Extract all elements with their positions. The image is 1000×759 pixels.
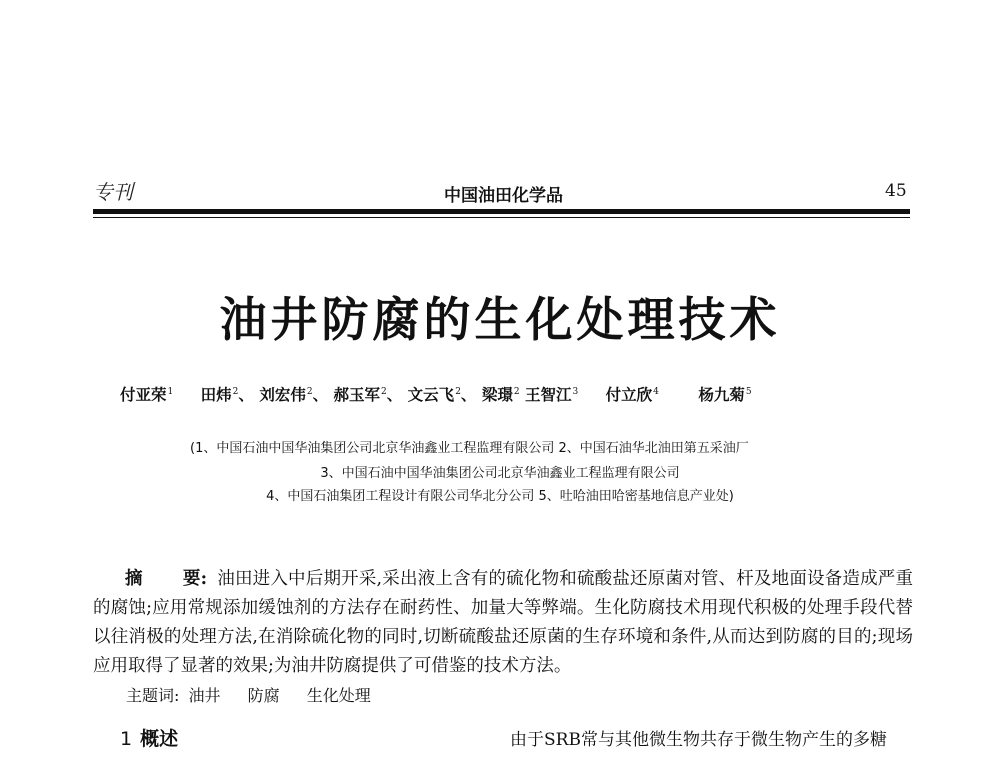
abstract: [93, 565, 913, 681]
author-sup: 2: [306, 386, 313, 397]
page-number: 45: [885, 181, 907, 201]
abstract-text: 油田进入中后期开采,采出液上含有的硫化物和硫酸盐还原菌对管、杆及地面设备造成严重的腐蚀;应用常规添加缓蚀剂的方法存在耐药性、加量大等弊端。生化防腐技术用现代积极的处理手段代替以往消极的处理方法,在消除硫化物的同时,切断硫酸盐还原菌的生存环境和条件,从而达到防腐的目的;现场应用取得了显著的效果;为油井防腐提供了可借鉴的技术方法。: [93, 569, 914, 676]
article-title: 油井防腐的生化处理技术: [219, 293, 781, 348]
author-name: 杨九菊: [698, 385, 745, 404]
keyword: 防腐: [247, 686, 280, 705]
author-name: 刘宏伟: [259, 385, 306, 404]
header-rule-thin: [93, 217, 910, 218]
section-number: 1: [120, 728, 133, 750]
author-separator: 、: [312, 385, 329, 404]
author-name: 文云飞: [407, 385, 455, 404]
right-column-text: 由于SRB常与其他微生物共存于微生物产生的多糖: [510, 730, 887, 750]
keywords: [126, 683, 371, 706]
keyword: 生化处理: [306, 686, 371, 705]
author-name: 田炜: [200, 385, 232, 404]
abstract-label-b: 要:: [182, 569, 208, 589]
section-title: 概述: [140, 728, 179, 750]
author-separator: 、: [238, 385, 254, 404]
author-sup: 2: [513, 386, 520, 397]
section-heading: [120, 724, 178, 751]
affiliation-line-3: 4、中国石油集团工程设计有限公司华北分公司 5、吐哈油田哈密基地信息产业处): [266, 489, 734, 504]
author-list: [120, 383, 910, 405]
abstract-label-a: 摘: [125, 569, 143, 589]
author-sup: 1: [167, 386, 174, 397]
author-sup: 2: [381, 386, 387, 397]
author-sup: 2: [232, 386, 239, 397]
author-sup: 2: [455, 386, 461, 397]
journal-name: 中国油田化学品: [444, 186, 563, 206]
author-name: 梁璟: [481, 385, 513, 404]
author-sup: 3: [572, 386, 579, 397]
author-name: 付立欣: [605, 385, 653, 404]
author-name: 王智江: [525, 385, 572, 404]
header-rule-thick: [93, 209, 910, 214]
abstract-label: [125, 569, 207, 589]
affiliation-line-1: (1、中国石油中国华油集团公司北京华油鑫业工程监理有限公司 2、中国石油华北油田第五采油厂: [190, 441, 749, 456]
author-separator: 、: [460, 385, 477, 404]
author-sup: 5: [745, 386, 752, 397]
author-separator: 、: [386, 385, 403, 404]
keywords-label: 主题词:: [126, 686, 180, 705]
affiliation-line-2: 3、中国石油中国华油集团公司北京华油鑫业工程监理有限公司: [320, 466, 680, 481]
keyword: 油井: [188, 686, 221, 705]
author-name: 付亚荣: [120, 385, 167, 404]
author-name: 郝玉军: [333, 385, 381, 404]
column-tag: 专刊: [93, 180, 133, 204]
author-sup: 4: [653, 386, 659, 397]
